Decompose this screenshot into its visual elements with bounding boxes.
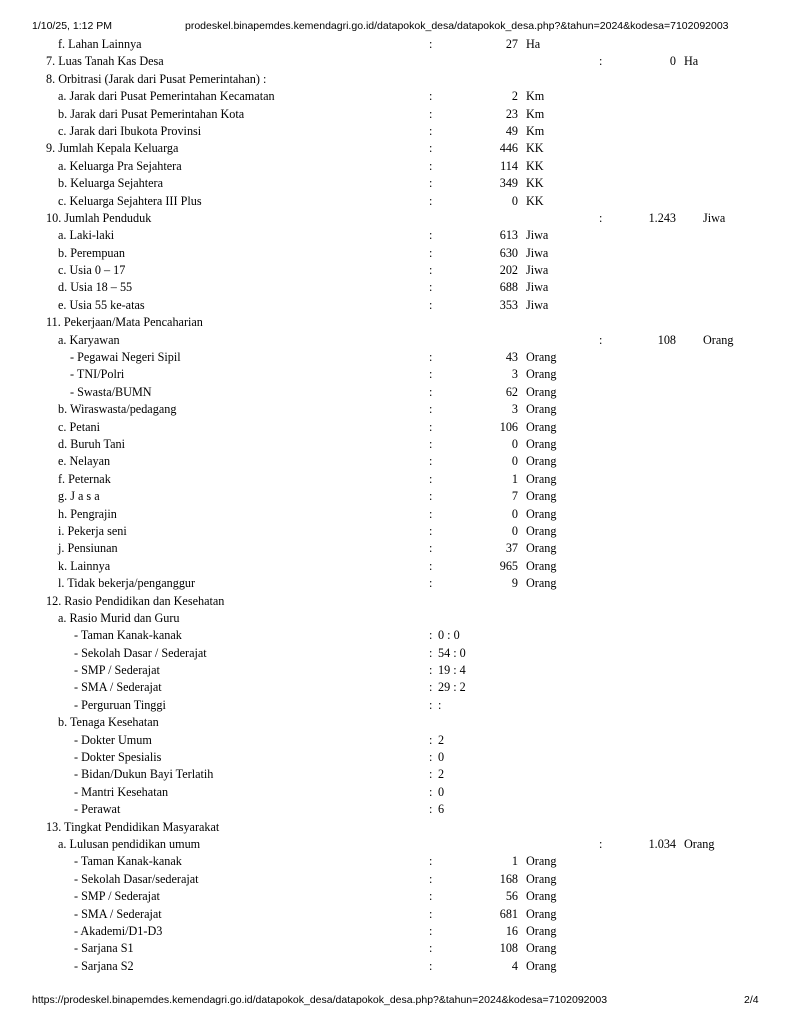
row-unit: Jiwa	[526, 228, 549, 243]
row-label: i. Pekerja seni	[58, 523, 127, 538]
data-row	[0, 819, 791, 836]
data-row	[0, 175, 791, 192]
row-unit: Orang	[526, 367, 557, 382]
row-colon: :	[599, 210, 603, 225]
row-value: 0	[511, 436, 518, 451]
row-colon: :	[429, 680, 433, 695]
row-unit: Orang	[526, 906, 557, 921]
row-unit: Orang	[526, 558, 557, 573]
row-value: 108	[657, 332, 676, 347]
row-value: 349	[499, 176, 518, 191]
row-label: k. Lainnya	[58, 558, 111, 573]
data-row	[0, 784, 791, 801]
row-value: 681	[499, 906, 518, 921]
row-label: 13. Tingkat Pendidikan Masyarakat	[46, 819, 220, 834]
row-value: 108	[499, 941, 518, 956]
row-label: d. Buruh Tani	[58, 436, 125, 451]
row-colon: :	[429, 141, 433, 156]
row-unit: Jiwa	[526, 297, 549, 312]
data-row	[0, 540, 791, 557]
data-row	[0, 106, 791, 123]
data-row	[0, 366, 791, 383]
row-label: - Bidan/Dukun Bayi Terlatih	[74, 767, 214, 782]
row-value: 446	[499, 141, 518, 156]
data-row	[0, 245, 791, 262]
row-value: :	[438, 697, 442, 712]
row-value: 114	[500, 158, 518, 173]
row-unit: Orang	[684, 836, 715, 851]
row-value: 106	[499, 419, 518, 434]
row-colon: :	[429, 176, 433, 191]
row-value: 1.034	[648, 836, 676, 851]
row-value: 29 : 2	[438, 680, 466, 695]
row-colon: :	[429, 280, 433, 295]
row-colon: :	[429, 367, 433, 382]
data-row	[0, 419, 791, 436]
row-colon: :	[599, 54, 603, 69]
row-value: 1	[511, 854, 518, 869]
data-row	[0, 227, 791, 244]
row-colon: :	[429, 228, 433, 243]
data-row	[0, 436, 791, 453]
row-label: b. Keluarga Sejahtera	[58, 176, 164, 191]
data-row	[0, 801, 791, 818]
data-row	[0, 53, 791, 70]
row-unit: Orang	[526, 958, 557, 973]
row-label: a. Laki-laki	[58, 228, 115, 243]
row-colon: :	[429, 106, 433, 121]
row-label: - Sarjana S2	[74, 958, 134, 973]
row-colon: :	[429, 419, 433, 434]
row-colon: :	[429, 263, 433, 278]
row-colon: :	[429, 732, 433, 747]
data-row	[0, 749, 791, 766]
row-value: 353	[499, 297, 518, 312]
row-unit: Km	[526, 106, 545, 121]
data-row	[0, 662, 791, 679]
data-row	[0, 71, 791, 88]
row-colon: :	[429, 750, 433, 765]
data-row	[0, 836, 791, 853]
row-value: 1	[511, 471, 518, 486]
row-colon: :	[429, 558, 433, 573]
print-footer-url: https://prodeskel.binapemdes.kemendagri.go.id/datapokok_desa/datapokok_desa.php?&tahun=2024&kodesa=7102092003	[32, 994, 608, 1006]
row-value: 2	[438, 767, 445, 782]
row-unit: Orang	[526, 541, 557, 556]
row-label: c. Jarak dari Ibukota Provinsi	[58, 123, 202, 138]
row-label: f. Lahan Lainnya	[58, 37, 142, 51]
row-label: - TNI/Polri	[70, 367, 125, 382]
row-label: j. Pensiunan	[58, 541, 118, 556]
data-row	[0, 349, 791, 366]
row-label: d. Usia 18 – 55	[58, 280, 133, 295]
data-row	[0, 906, 791, 923]
print-header-url: prodeskel.binapemdes.kemendagri.go.id/datapokok_desa/datapokok_desa.php?&tahun=2024&kodesa=7102092003	[185, 20, 729, 32]
row-label: a. Lulusan pendidikan umum	[58, 836, 201, 851]
row-value: 56	[505, 889, 518, 904]
row-unit: KK	[526, 158, 544, 173]
data-row	[0, 401, 791, 418]
row-colon: :	[429, 628, 433, 643]
data-row	[0, 471, 791, 488]
row-value: 37	[505, 541, 518, 556]
data-row	[0, 610, 791, 627]
row-unit: Orang	[526, 576, 557, 591]
row-label: - SMP / Sederajat	[74, 889, 160, 904]
row-unit: Jiwa	[526, 263, 549, 278]
row-value: 23	[505, 106, 518, 121]
row-unit: Jiwa	[526, 245, 549, 260]
row-label: b. Perempuan	[58, 245, 126, 260]
row-value: 965	[499, 558, 518, 573]
row-colon: :	[429, 958, 433, 973]
data-row	[0, 332, 791, 349]
data-row	[0, 488, 791, 505]
data-row	[0, 523, 791, 540]
row-unit: Orang	[526, 523, 557, 538]
row-colon: :	[429, 350, 433, 365]
row-label: 10. Jumlah Penduduk	[46, 210, 152, 225]
data-row	[0, 575, 791, 592]
row-label: 11. Pekerjaan/Mata Pencaharian	[46, 315, 203, 330]
data-row	[0, 193, 791, 210]
row-value: 168	[499, 871, 518, 886]
row-value: 0	[511, 523, 518, 538]
row-unit: Orang	[526, 854, 557, 869]
data-row	[0, 88, 791, 105]
data-row	[0, 958, 791, 975]
row-value: 27	[505, 37, 518, 51]
row-value: 0	[511, 454, 518, 469]
row-label: - Sekolah Dasar / Sederajat	[74, 645, 207, 660]
row-unit: Km	[526, 123, 545, 138]
row-colon: :	[429, 871, 433, 886]
row-label: e. Usia 55 ke-atas	[58, 297, 145, 312]
row-colon: :	[599, 332, 603, 347]
row-label: g. J a s a	[58, 489, 100, 504]
row-label: h. Pengrajin	[58, 506, 117, 521]
row-unit: KK	[526, 193, 544, 208]
row-value: 6	[438, 802, 445, 817]
data-row	[0, 279, 791, 296]
row-colon: :	[429, 941, 433, 956]
row-unit: Orang	[526, 941, 557, 956]
row-colon: :	[599, 836, 603, 851]
row-label: - Pegawai Negeri Sipil	[70, 350, 181, 365]
row-colon: :	[429, 471, 433, 486]
data-row	[0, 140, 791, 157]
row-value: 1.243	[648, 210, 676, 225]
row-value: 43	[505, 350, 518, 365]
data-row	[0, 262, 791, 279]
row-unit: Orang	[526, 350, 557, 365]
data-row	[0, 36, 791, 53]
data-row	[0, 558, 791, 575]
row-unit: Orang	[526, 402, 557, 417]
row-label: - SMA / Sederajat	[74, 906, 162, 921]
row-label: 12. Rasio Pendidikan dan Kesehatan	[46, 593, 225, 608]
data-row	[0, 732, 791, 749]
data-row	[0, 627, 791, 644]
row-colon: :	[429, 454, 433, 469]
row-label: b. Jarak dari Pusat Pemerintahan Kota	[58, 106, 245, 121]
data-row	[0, 645, 791, 662]
row-label: - Perguruan Tinggi	[74, 697, 166, 712]
data-row	[0, 697, 791, 714]
row-value: 0	[511, 193, 518, 208]
row-unit: KK	[526, 176, 544, 191]
row-colon: :	[429, 123, 433, 138]
row-unit: Jiwa	[703, 210, 726, 225]
data-row	[0, 314, 791, 331]
row-colon: :	[429, 245, 433, 260]
row-label: - Taman Kanak-kanak	[74, 628, 182, 643]
row-colon: :	[429, 489, 433, 504]
row-colon: :	[429, 889, 433, 904]
row-colon: :	[429, 906, 433, 921]
row-label: - SMA / Sederajat	[74, 680, 162, 695]
row-colon: :	[429, 576, 433, 591]
row-colon: :	[429, 37, 433, 51]
row-colon: :	[429, 523, 433, 538]
row-colon: :	[429, 784, 433, 799]
data-row	[0, 210, 791, 227]
data-row	[0, 123, 791, 140]
row-unit: KK	[526, 141, 544, 156]
row-value: 4	[511, 958, 518, 973]
row-unit: Ha	[526, 37, 541, 51]
row-unit: Orang	[526, 871, 557, 886]
row-colon: :	[429, 193, 433, 208]
row-colon: :	[429, 697, 433, 712]
row-unit: Jiwa	[526, 280, 549, 295]
row-unit: Orang	[526, 471, 557, 486]
data-row	[0, 766, 791, 783]
data-row	[0, 158, 791, 175]
row-value: 0	[511, 506, 518, 521]
data-row	[0, 593, 791, 610]
row-unit: Orang	[526, 419, 557, 434]
row-colon: :	[429, 541, 433, 556]
row-value: 19 : 4	[438, 663, 466, 678]
row-label: a. Keluarga Pra Sejahtera	[58, 158, 182, 173]
row-colon: :	[429, 663, 433, 678]
data-row	[0, 853, 791, 870]
row-label: - Swasta/BUMN	[70, 384, 152, 399]
row-colon: :	[429, 854, 433, 869]
row-label: - Taman Kanak-kanak	[74, 854, 182, 869]
row-label: 8. Orbitrasi (Jarak dari Pusat Pemerintahan) :	[46, 71, 267, 86]
row-colon: :	[429, 767, 433, 782]
row-value: 0	[669, 54, 676, 69]
row-unit: Orang	[526, 454, 557, 469]
data-row	[0, 940, 791, 957]
village-data-list	[0, 36, 791, 975]
row-value: 49	[505, 123, 518, 138]
row-value: 3	[511, 367, 518, 382]
page-number: 2/4	[744, 994, 759, 1006]
row-label: b. Tenaga Kesehatan	[58, 715, 159, 730]
row-unit: Km	[526, 89, 545, 104]
row-colon: :	[429, 506, 433, 521]
data-row	[0, 714, 791, 731]
row-value: 7	[511, 489, 518, 504]
row-label: c. Keluarga Sejahtera III Plus	[58, 193, 202, 208]
row-value: 9	[511, 576, 518, 591]
data-row	[0, 384, 791, 401]
row-colon: :	[429, 402, 433, 417]
data-row	[0, 506, 791, 523]
row-label: l. Tidak bekerja/penganggur	[58, 576, 196, 591]
row-label: - Akademi/D1-D3	[74, 923, 163, 938]
row-colon: :	[429, 645, 433, 660]
row-colon: :	[429, 436, 433, 451]
row-label: - Sekolah Dasar/sederajat	[74, 871, 199, 886]
row-label: a. Karyawan	[58, 332, 120, 347]
row-label: f. Peternak	[58, 471, 111, 486]
print-datetime: 1/10/25, 1:12 PM	[32, 20, 112, 32]
row-label: e. Nelayan	[58, 454, 111, 469]
data-row	[0, 297, 791, 314]
row-colon: :	[429, 923, 433, 938]
row-value: 54 : 0	[438, 645, 466, 660]
data-row	[0, 679, 791, 696]
row-unit: Orang	[526, 384, 557, 399]
row-value: 0 : 0	[438, 628, 460, 643]
row-label: 7. Luas Tanah Kas Desa	[46, 54, 164, 69]
row-colon: :	[429, 297, 433, 312]
row-value: 16	[505, 923, 518, 938]
row-label: 9. Jumlah Kepala Keluarga	[46, 141, 179, 156]
row-colon: :	[429, 802, 433, 817]
row-label: - Mantri Kesehatan	[74, 784, 169, 799]
row-value: 3	[511, 402, 518, 417]
row-label: b. Wiraswasta/pedagang	[58, 402, 177, 417]
row-unit: Orang	[703, 332, 734, 347]
row-label: - Sarjana S1	[74, 941, 134, 956]
row-value: 202	[499, 263, 518, 278]
row-value: 0	[438, 784, 445, 799]
data-row	[0, 871, 791, 888]
row-unit: Orang	[526, 889, 557, 904]
row-value: 2	[511, 89, 518, 104]
data-row	[0, 923, 791, 940]
row-value: 688	[499, 280, 518, 295]
row-label: - Dokter Umum	[74, 732, 152, 747]
row-value: 630	[499, 245, 518, 260]
row-unit: Ha	[684, 54, 699, 69]
data-row	[0, 888, 791, 905]
row-label: - Dokter Spesialis	[74, 750, 162, 765]
row-value: 2	[438, 732, 445, 747]
row-label: - Perawat	[74, 802, 121, 817]
row-colon: :	[429, 89, 433, 104]
row-value: 613	[499, 228, 518, 243]
row-value: 0	[438, 750, 445, 765]
row-unit: Orang	[526, 506, 557, 521]
row-value: 62	[505, 384, 518, 399]
row-label: c. Petani	[58, 419, 100, 434]
data-row	[0, 453, 791, 470]
row-label: a. Rasio Murid dan Guru	[58, 610, 180, 625]
row-label: a. Jarak dari Pusat Pemerintahan Kecamatan	[58, 89, 275, 104]
row-colon: :	[429, 158, 433, 173]
row-unit: Orang	[526, 489, 557, 504]
row-colon: :	[429, 384, 433, 399]
row-unit: Orang	[526, 436, 557, 451]
row-unit: Orang	[526, 923, 557, 938]
row-label: c. Usia 0 – 17	[58, 263, 126, 278]
row-label: - SMP / Sederajat	[74, 663, 160, 678]
